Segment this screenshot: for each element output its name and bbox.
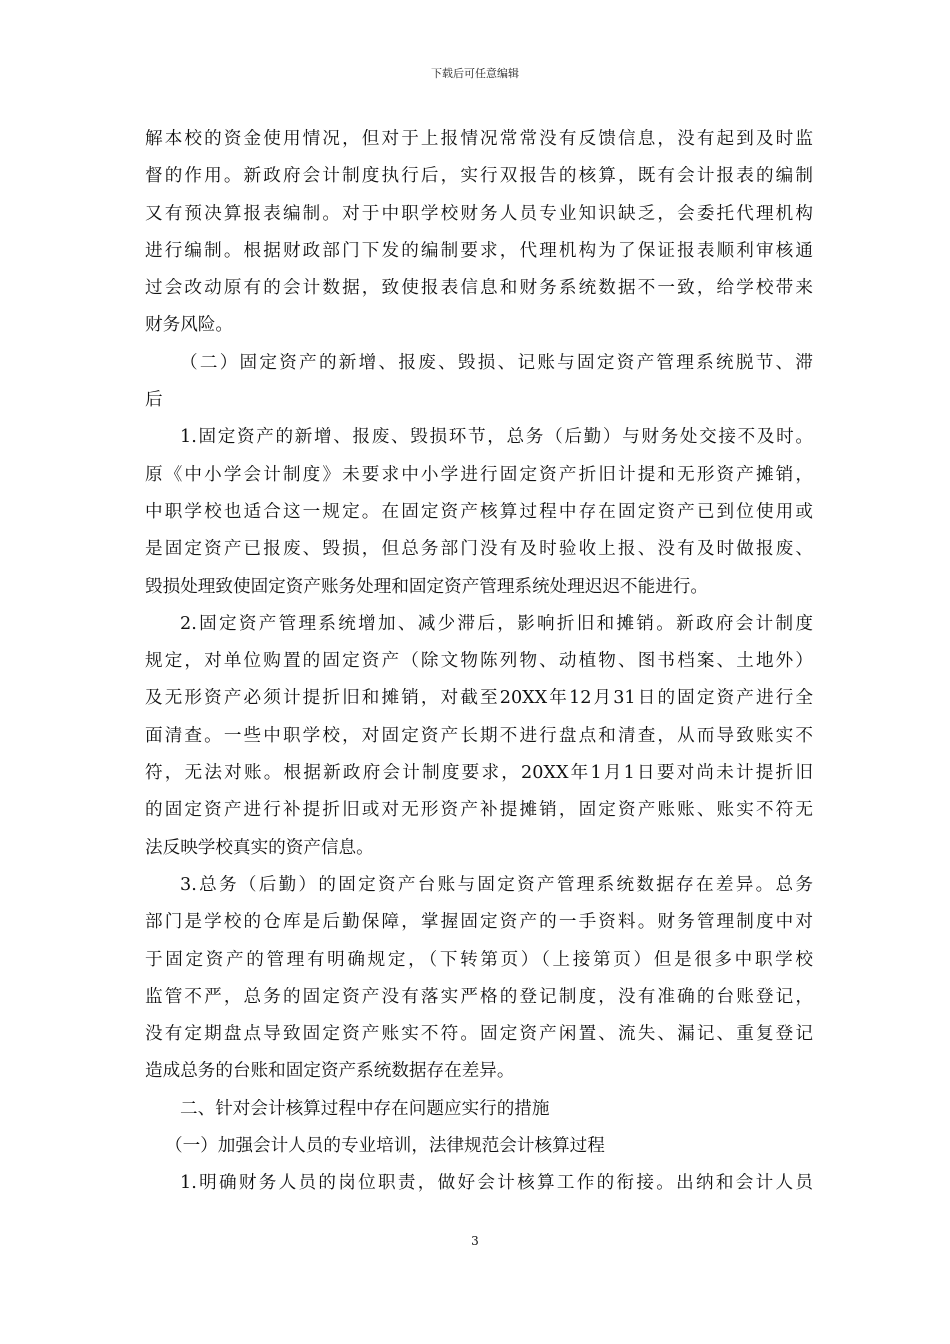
text-line: 3.总务（后勤）的固定资产台账与固定资产管理系统数据存在差异。总务	[180, 874, 813, 895]
text-line: 2.固定资产管理系统增加、减少滞后，影响折旧和摊销。新政府会计制度	[180, 613, 813, 634]
text-line: 监管不严，总务的固定资产没有落实严格的登记制度，没有准确的台账登记，	[145, 986, 813, 1007]
text-line: 造成总务的台账和固定资产系统数据存在差异。	[145, 1061, 515, 1082]
text-line: 是固定资产已报废、毁损，但总务部门没有及时验收上报、没有及时做报废、	[145, 539, 813, 560]
text-line: （二）固定资产的新增、报废、毁损、记账与固定资产管理系统脱节、滞	[180, 352, 813, 373]
text-line: 1.明确财务人员的岗位职责，做好会计核算工作的衔接。出纳和会计人员	[180, 1173, 813, 1194]
text-line: 原《中小学会计制度》未要求中小学进行固定资产折旧计提和无形资产摊销，	[145, 464, 813, 485]
text-line: （一）加强会计人员的专业培训，法律规范会计核算过程	[165, 1136, 605, 1157]
text-line: 面清查。一些中职学校，对固定资产长期不进行盘点和清查，从而导致账实不	[145, 725, 813, 746]
text-line: 二、针对会计核算过程中存在问题应实行的措施	[180, 1098, 550, 1119]
text-line: 法反映学校真实的资产信息。	[145, 837, 374, 858]
text-line: 于固定资产的管理有明确规定，（下转第页）（上接第页）但是很多中职学校	[145, 949, 813, 970]
text-line: 毁损处理致使固定资产账务处理和固定资产管理系统处理迟迟不能进行。	[145, 576, 709, 597]
text-line: 规定，对单位购置的固定资产（除文物陈列物、动植物、图书档案、土地外）	[145, 651, 813, 672]
text-line: 过会改动原有的会计数据，致使报表信息和财务系统数据不一致，给学校带来	[145, 278, 813, 299]
text-line: 后	[145, 390, 163, 411]
text-line: 的固定资产进行补提折旧或对无形资产补提摊销，固定资产账账、账实不符无	[145, 800, 813, 821]
text-line: 进行编制。根据财政部门下发的编制要求，代理机构为了保证报表顺利审核通	[145, 240, 813, 261]
text-line: 部门是学校的仓库是后勤保障，掌握固定资产的一手资料。财务管理制度中对	[145, 912, 813, 933]
text-line: 1.固定资产的新增、报废、毁损环节，总务（后勤）与财务处交接不及时。	[180, 427, 813, 448]
text-line: 中职学校也适合这一规定。在固定资产核算过程中存在固定资产已到位使用或	[145, 501, 813, 522]
page-number: 3	[471, 1234, 479, 1248]
text-line: 解本校的资金使用情况，但对于上报情况常常没有反馈信息，没有起到及时监	[145, 129, 813, 149]
text-line: 又有预决算报表编制。对于中职学校财务人员专业知识缺乏，会委托代理机构	[145, 203, 813, 224]
page-header: 下载后可任意编辑	[431, 67, 519, 80]
text-line: 及无形资产必须计提折旧和摊销，对截至20XX年12月31日的固定资产进行全	[145, 688, 813, 709]
text-line: 没有定期盘点导致固定资产账实不符。固定资产闲置、流失、漏记、重复登记	[145, 1024, 813, 1045]
text-line: 财务风险。	[145, 315, 233, 336]
document-body	[145, 121, 813, 1203]
text-line: 符，无法对账。根据新政府会计制度要求，20XX年1月1日要对尚未计提折旧	[145, 763, 813, 784]
text-line: 督的作用。新政府会计制度执行后，实行双报告的核算，既有会计报表的编制	[145, 166, 813, 187]
